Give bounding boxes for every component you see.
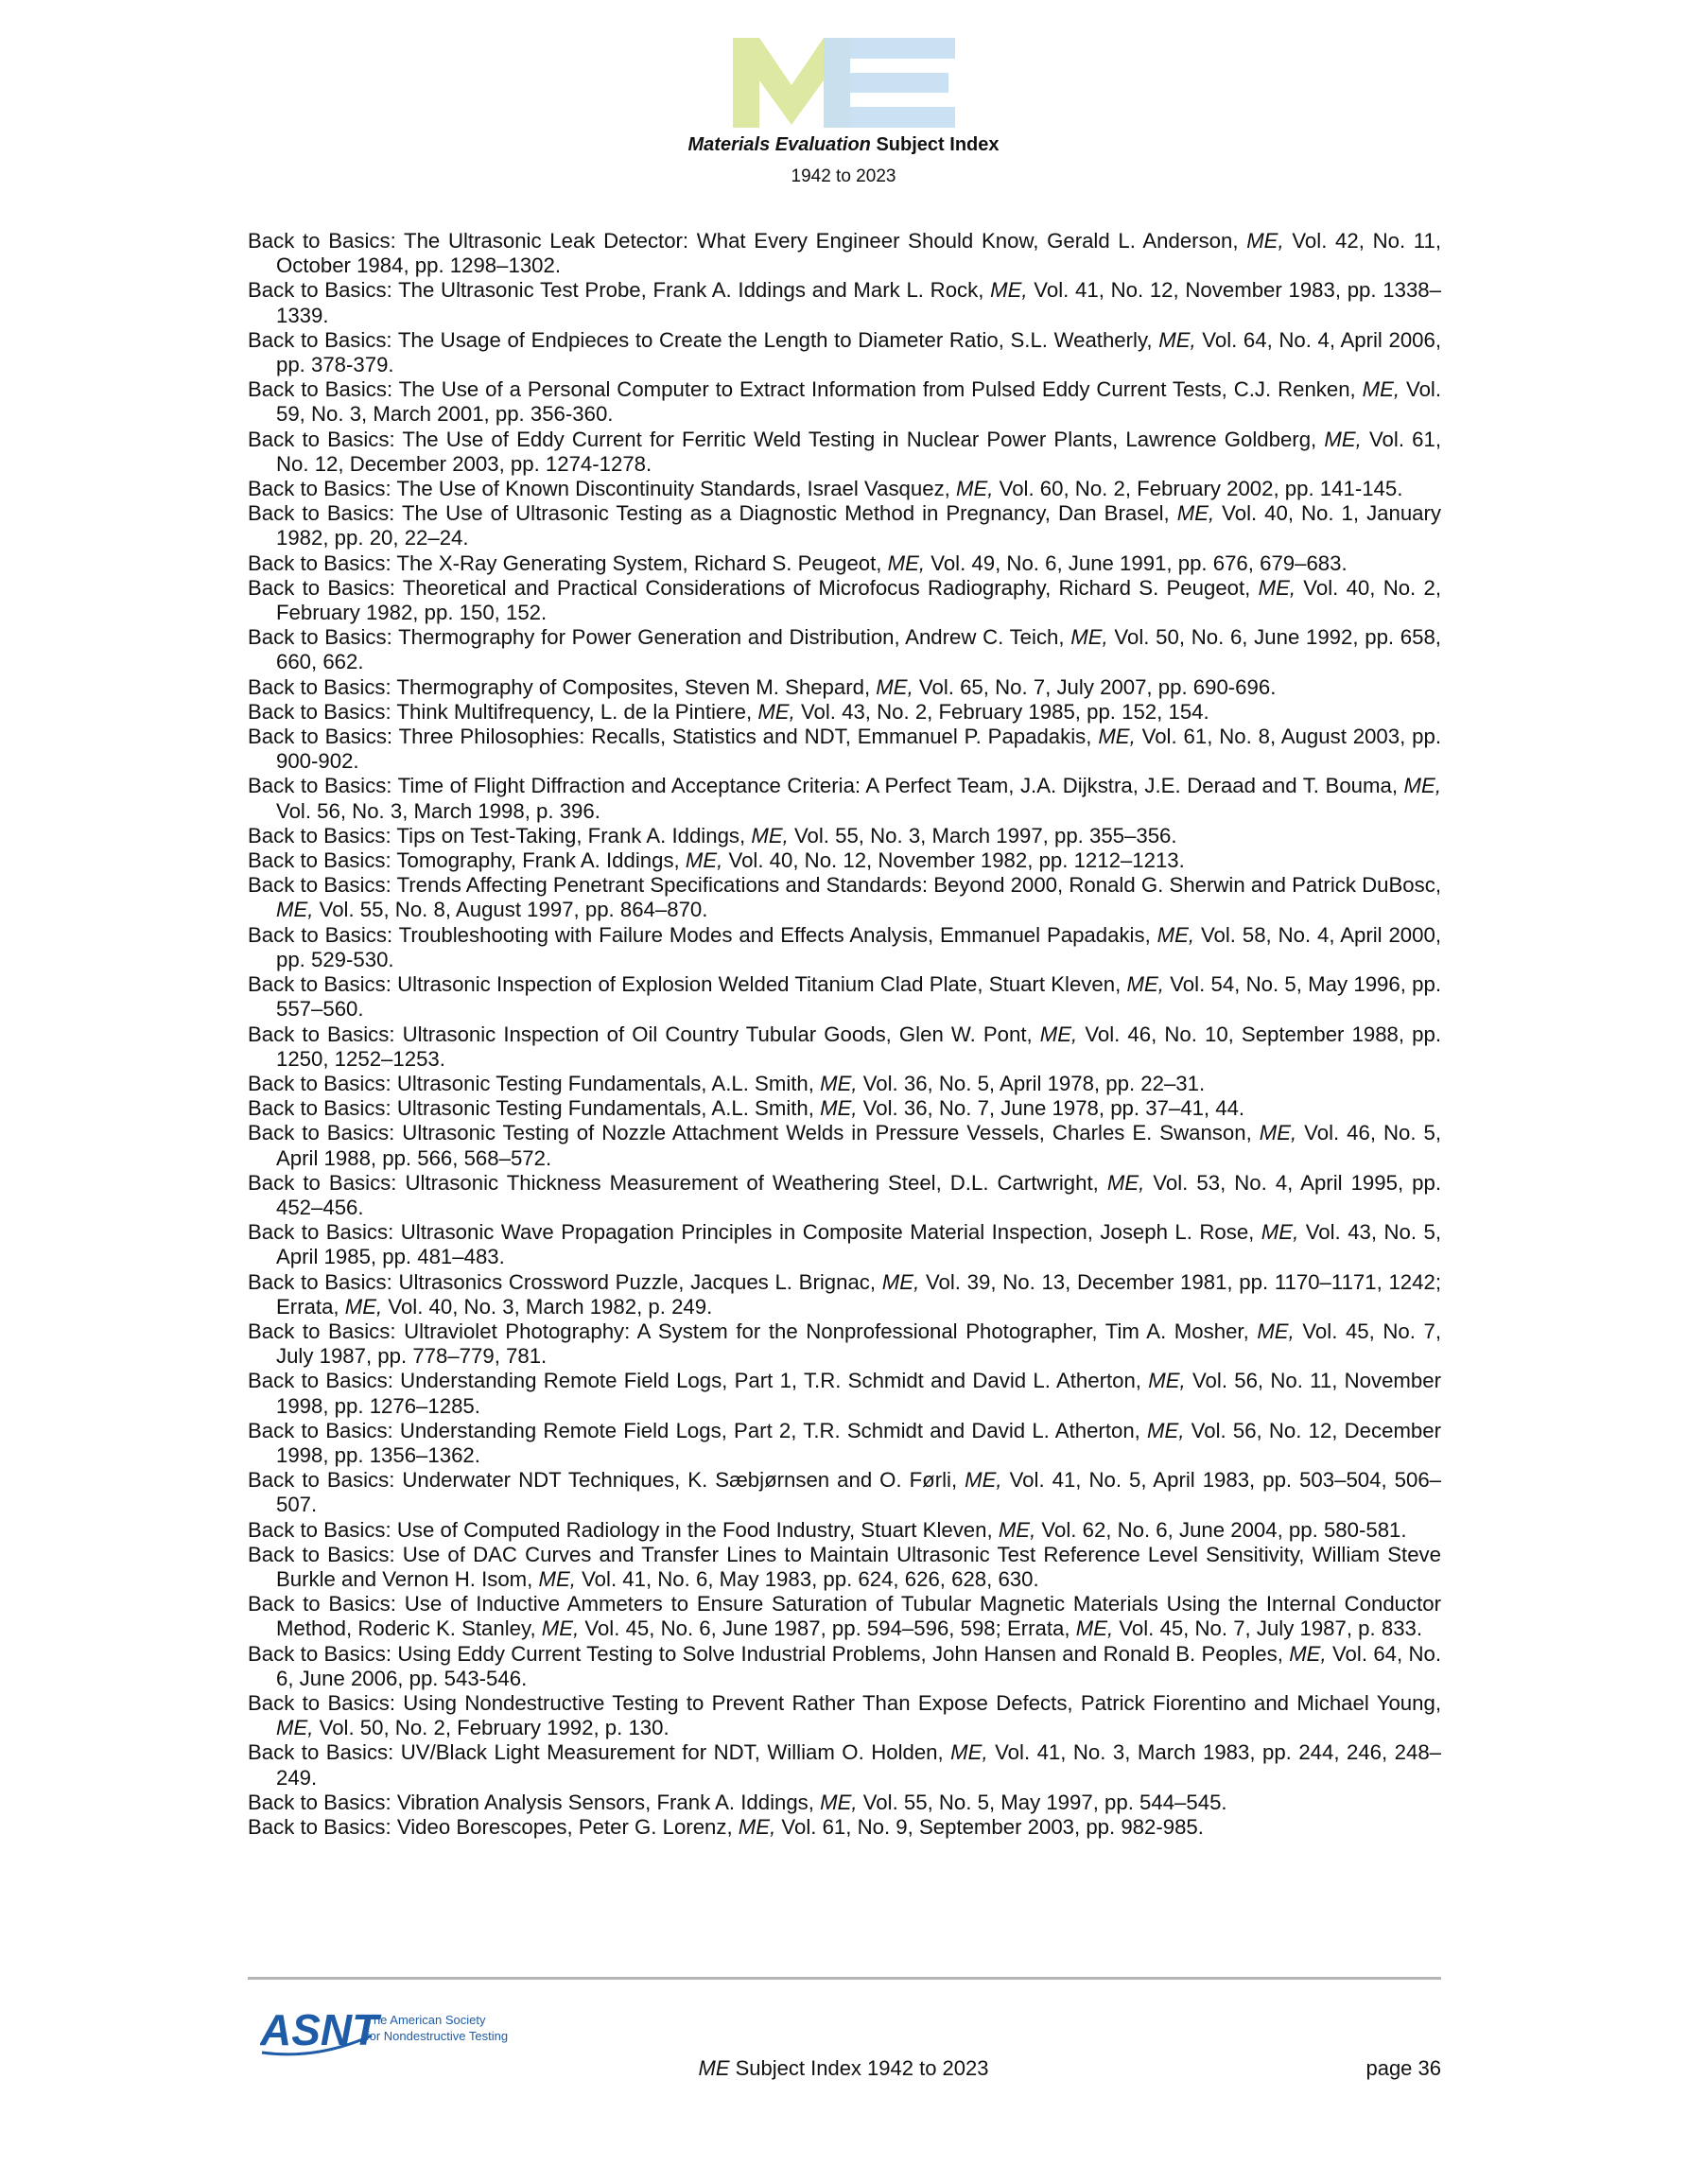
entry-text: Vol. 46, No. 5, April 1988, pp. 566, 568–572. [276,1121,1442,1170]
entry-text: Back to Basics: Use of DAC Curves and Transfer Lines to Maintain Ultrasonic Test Reference Level Sensitivity, William Steve Burkle and Vernon H. Isom, [248,1542,1441,1591]
index-entry [248,700,1441,725]
journal-abbrev: ME, [965,1468,1002,1493]
entry-text: Back to Basics: Ultraviolet Photography: A System for the Nonprofessional Photographer, Tim A. Mosher, [248,1319,1258,1343]
index-entry [248,923,1441,972]
index-entry [248,1220,1441,1269]
svg-text:ASNT: ASNT [260,2005,379,2054]
journal-abbrev: ME, [1148,1369,1186,1393]
index-entry [248,551,1441,576]
index-entry [248,1691,1441,1740]
entry-text: Back to Basics: The Use of Eddy Current for Ferritic Weld Testing in Nuclear Power Plants, Lawrence Goldberg, [248,427,1325,451]
entry-text: Back to Basics: The Usage of Endpieces to Create the Length to Diameter Ratio, S.L. Weatherly, [248,327,1159,352]
entry-text: Vol. 56, No. 3, March 1998, p. 396. [276,798,600,823]
index-entry [248,477,1441,501]
index-entry [248,229,1441,278]
journal-abbrev: ME, [956,477,994,501]
entry-text: Vol. 59, No. 3, March 2001, pp. 356-360. [276,377,1442,427]
entry-text: Vol. 43, No. 2, February 1985, pp. 152, 154. [794,699,1209,724]
journal-abbrev: ME, [820,1096,858,1121]
index-entry [248,824,1441,848]
entry-text: Back to Basics: Trends Affecting Penetrant Specifications and Standards: Beyond 2000, Ronald G. Sherwin and Patrick DuBosc, [248,873,1441,898]
entry-text: Vol. 46, No. 10, September 1988, pp. 1250, 1252–1253. [276,1022,1441,1071]
journal-abbrev: ME, [738,1815,776,1839]
entry-text: Back to Basics: Tomography, Frank A. Iddings, [248,848,686,873]
index-entry [248,1319,1441,1369]
journal-abbrev: ME, [1039,1022,1078,1046]
entry-text: Vol. 39, No. 13, December 1981, pp. 1170–1171, 1242; Errata, [276,1269,1441,1319]
entry-text: Vol. 40, No. 2, February 1982, pp. 150, 152. [276,575,1441,625]
entry-text: Back to Basics: The X-Ray Generating System, Richard S. Peugeot, [248,550,888,575]
entry-text: Back to Basics: Ultrasonic Inspection of Explosion Welded Titanium Clad Plate, Stuart Kleven, [248,972,1127,997]
entry-text: Vol. 65, No. 7, July 2007, pp. 690-696. [913,674,1277,699]
journal-abbrev: ME, [820,1790,858,1814]
journal-abbrev: ME, [1261,1220,1299,1245]
journal-abbrev: ME, [1147,1418,1185,1442]
entry-text: Back to Basics: Underwater NDT Techniques, K. Sæbjørnsen and O. Førli, [248,1468,965,1493]
journal-abbrev: ME, [1070,625,1108,650]
journal-abbrev: ME, [1098,725,1136,749]
journal-abbrev: ME, [1176,501,1215,526]
index-entry [248,428,1441,477]
journal-abbrev: ME, [276,1716,314,1740]
index-entry [248,774,1441,823]
journal-abbrev: ME, [1157,922,1195,947]
index-entry [248,328,1441,377]
journal-abbrev: ME, [990,278,1028,303]
entry-text: Vol. 61, No. 12, December 2003, pp. 1274-1278. [276,427,1441,476]
index-entry [248,1419,1441,1468]
entry-text: Vol. 61, No. 9, September 2003, pp. 982-985. [775,1815,1204,1839]
index-entry [248,1815,1441,1840]
asnt-logo [260,1998,515,2064]
entry-text: Vol. 54, No. 5, May 1996, pp. 557–560. [276,972,1441,1022]
journal-abbrev: ME, [685,848,723,873]
entry-text: Vol. 64, No. 4, April 2006, pp. 378-379. [276,327,1442,377]
footer-divider [248,1977,1441,1980]
index-entry [248,1642,1441,1691]
journal-abbrev: ME, [541,1616,580,1641]
entry-text: Back to Basics: The Use of Known Discontinuity Standards, Israel Vasquez, [248,477,956,501]
journal-abbrev: ME, [876,674,913,699]
svg-text:The American Society: The American Society [366,2013,486,2027]
index-entry [248,625,1441,674]
journal-abbrev: ME, [1158,327,1196,352]
entry-text: Back to Basics: UV/Black Light Measurement for NDT, William O. Holden, [248,1740,951,1765]
journal-abbrev: ME, [757,699,795,724]
index-entry [248,1592,1441,1641]
index-entry [248,1270,1441,1319]
index-entry [248,1022,1441,1072]
journal-abbrev: ME, [1259,1121,1297,1145]
entry-text: Vol. 62, No. 6, June 2004, pp. 580-581. [1035,1517,1407,1542]
entry-text: Back to Basics: Thermography for Power Generation and Distribution, Andrew C. Teich, [248,625,1071,650]
index-entry [248,1791,1441,1815]
entry-text: Back to Basics: Ultrasonic Testing of Nozzle Attachment Welds in Pressure Vessels, Charles E. Swanson, [248,1121,1260,1145]
entry-text: Back to Basics: Think Multifrequency, L. de la Pintiere, [248,699,758,724]
entry-text: Back to Basics: Troubleshooting with Failure Modes and Effects Analysis, Emmanuel Papadakis, [248,922,1157,947]
entry-text: Vol. 53, No. 4, April 1995, pp. 452–456. [276,1170,1442,1219]
entry-text: Back to Basics: Video Borescopes, Peter G. Lorenz, [248,1815,739,1839]
entry-text: Back to Basics: The Ultrasonic Test Probe, Frank A. Iddings and Mark L. Rock, [248,278,991,303]
entry-text: Vol. 55, No. 8, August 1997, pp. 864–870. [313,898,708,922]
entry-text: Vol. 41, No. 3, March 1983, pp. 244, 246, 248–249. [276,1740,1442,1790]
index-entry [248,1096,1441,1121]
entry-text: Back to Basics: Use of Inductive Ammeters to Ensure Saturation of Tubular Magnetic Materials Using the Internal Conductor Method, Roderic K. Stanley, [248,1592,1441,1641]
entry-text: Back to Basics: Use of Computed Radiology in the Food Industry, Stuart Kleven, [248,1517,999,1542]
index-entry [248,675,1441,700]
index-entry [248,848,1441,873]
entry-text: Vol. 40, No. 12, November 1982, pp. 1212–1213. [722,848,1185,873]
entry-text: Vol. 56, No. 12, December 1998, pp. 1356–1362. [276,1418,1442,1467]
entry-text: Vol. 36, No. 5, April 1978, pp. 22–31. [857,1071,1206,1095]
entry-text: Vol. 45, No. 6, June 1987, pp. 594–596, 598; Errata, [579,1616,1076,1641]
page-number: page 36 [1365,2056,1441,2080]
entry-text: Back to Basics: Tips on Test-Taking, Frank A. Iddings, [248,823,752,847]
journal-abbrev: ME, [344,1294,383,1319]
footer-title: ME Subject Index 1942 to 2023 [698,2056,989,2080]
journal-abbrev: ME, [1258,575,1296,600]
entry-text: Vol. 55, No. 3, March 1997, pp. 355–356. [788,823,1177,847]
index-entry [248,1468,1441,1517]
journal-abbrev: ME, [1106,1170,1145,1195]
journal-abbrev: ME, [881,1269,920,1294]
index-entry [248,1121,1441,1170]
entry-text: Back to Basics: The Use of a Personal Computer to Extract Information from Pulsed Eddy Current Tests, C.J. Renken, [248,377,1363,402]
journal-abbrev: ME, [1289,1641,1327,1666]
me-logo [733,38,955,128]
entry-text: Back to Basics: Vibration Analysis Sensors, Frank A. Iddings, [248,1790,821,1814]
entry-text: Vol. 43, No. 5, April 1985, pp. 481–483. [276,1220,1441,1269]
index-entry [248,873,1441,922]
entry-text: Vol. 50, No. 6, June 1992, pp. 658, 660, 662. [276,625,1441,674]
entry-text: Back to Basics: Using Nondestructive Testing to Prevent Rather Than Expose Defects, Patrick Fiorentino and Michael Young, [248,1690,1441,1715]
index-entry [248,1369,1441,1418]
entry-text: Back to Basics: Ultrasonic Inspection of Oil Country Tubular Goods, Glen W. Pont, [248,1022,1040,1046]
index-years: 1942 to 2023 [791,166,896,186]
index-entry [248,972,1441,1022]
entry-text: Vol. 61, No. 8, August 2003, pp. 900-902. [276,725,1441,774]
entry-text: Vol. 49, No. 6, June 1991, pp. 676, 679–683. [925,550,1348,575]
entry-text: Back to Basics: Thermography of Composites, Steven M. Shepard, [248,674,877,699]
entry-text: Vol. 64, No. 6, June 2006, pp. 543-546. [276,1641,1442,1690]
entry-text: Vol. 42, No. 11, October 1984, pp. 1298–1302. [276,229,1441,278]
index-entry [248,725,1441,774]
index-title: Materials Evaluation Subject Index [687,134,1000,155]
journal-abbrev: ME, [950,1740,988,1765]
journal-abbrev: ME, [1075,1616,1114,1641]
journal-abbrev: ME, [1126,972,1164,997]
entry-text: Back to Basics: Time of Flight Diffraction and Acceptance Criteria: A Perfect Team, J.A. Dijkstra, J.E. Deraad and T. Bouma, [248,774,1404,798]
entry-text: Vol. 45, No. 7, July 1987, p. 833. [1113,1616,1423,1641]
entry-text: Back to Basics: Ultrasonic Testing Fundamentals, A.L. Smith, [248,1071,821,1095]
entry-text: Vol. 36, No. 7, June 1978, pp. 37–41, 44. [857,1096,1245,1121]
entry-text: Back to Basics: Three Philosophies: Recalls, Statistics and NDT, Emmanuel P. Papadakis, [248,725,1099,749]
entry-text: Back to Basics: Ultrasonic Thickness Measurement of Weathering Steel, D.L. Cartwright, [248,1170,1107,1195]
index-entry [248,377,1441,427]
journal-abbrev: ME, [1246,229,1284,253]
entry-text: Back to Basics: The Use of Ultrasonic Testing as a Diagnostic Method in Pregnancy, Dan Brasel, [248,501,1177,526]
index-entry [248,576,1441,625]
journal-abbrev: ME, [538,1566,576,1591]
entry-text: Vol. 55, No. 5, May 1997, pp. 544–545. [857,1790,1227,1814]
entry-text: Back to Basics: Ultrasonics Crossword Puzzle, Jacques L. Brignac, [248,1269,882,1294]
index-entry [248,501,1441,550]
entry-text: Vol. 45, No. 7, July 1987, pp. 778–779, 781. [276,1319,1441,1369]
journal-abbrev: ME, [1257,1319,1295,1343]
entry-list [248,229,1441,1840]
journal-abbrev: ME, [820,1071,858,1095]
journal-abbrev: ME, [1403,774,1441,798]
journal-abbrev: ME, [276,898,314,922]
entry-text: Vol. 60, No. 2, February 2002, pp. 141-145. [993,477,1403,501]
entry-text: Back to Basics: Understanding Remote Field Logs, Part 2, T.R. Schmidt and David L. Atherton, [248,1418,1148,1442]
index-entry [248,1543,1441,1592]
svg-text:for Nondestructive Testing: for Nondestructive Testing [366,2029,509,2043]
index-entry [248,278,1441,327]
journal-abbrev: ME, [1362,377,1400,402]
journal-abbrev: ME, [998,1517,1036,1542]
entry-text: Back to Basics: Understanding Remote Field Logs, Part 1, T.R. Schmidt and David L. Atherton, [248,1369,1149,1393]
index-entry [248,1171,1441,1220]
entry-text: Back to Basics: Ultrasonic Testing Fundamentals, A.L. Smith, [248,1096,821,1121]
journal-abbrev: ME, [1324,427,1362,451]
journal-abbrev: ME, [887,550,926,575]
journal-abbrev: ME, [751,823,789,847]
entry-text: Back to Basics: Using Eddy Current Testing to Solve Industrial Problems, John Hansen and Ronald B. Peoples, [248,1641,1290,1666]
entry-text: Vol. 40, No. 3, March 1982, p. 249. [382,1294,713,1319]
entry-text: Back to Basics: The Ultrasonic Leak Detector: What Every Engineer Should Know, Gerald L. Anderson, [248,229,1247,253]
entry-text: Vol. 58, No. 4, April 2000, pp. 529-530. [276,922,1441,971]
entry-text: Vol. 40, No. 1, January 1982, pp. 20, 22–24. [276,501,1442,550]
entry-text: Vol. 41, No. 6, May 1983, pp. 624, 626, 628, 630. [575,1566,1039,1591]
index-entry [248,1740,1441,1790]
entry-text: Back to Basics: Theoretical and Practical Considerations of Microfocus Radiography, Richard S. Peugeot, [248,575,1259,600]
index-entry [248,1518,1441,1543]
entry-text: Back to Basics: Ultrasonic Wave Propagation Principles in Composite Material Inspection, Joseph L. Rose, [248,1220,1261,1245]
entry-text: Vol. 41, No. 12, November 1983, pp. 1338–1339. [276,278,1441,327]
entry-text: Vol. 41, No. 5, April 1983, pp. 503–504, 506–507. [276,1468,1441,1517]
entry-text: Vol. 56, No. 11, November 1998, pp. 1276–1285. [276,1369,1441,1418]
index-entry [248,1072,1441,1096]
entry-text: Vol. 50, No. 2, February 1992, p. 130. [313,1716,670,1740]
